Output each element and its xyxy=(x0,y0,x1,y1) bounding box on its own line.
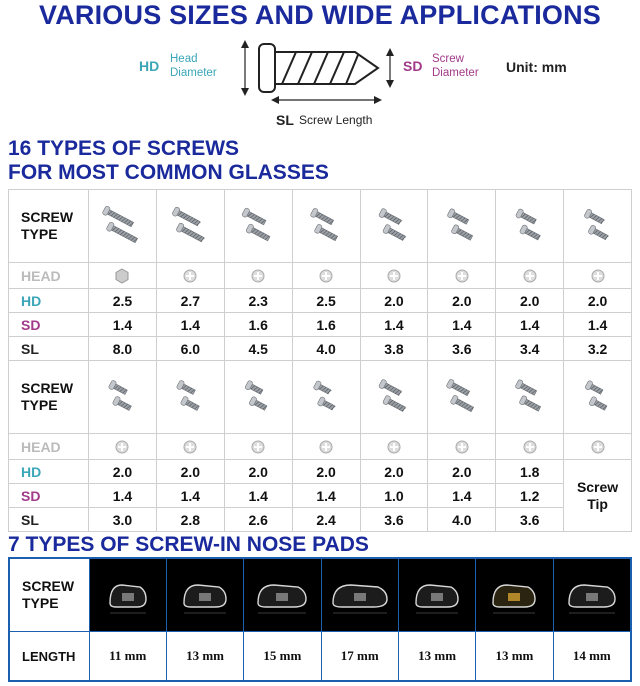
hd-value: 2.3 xyxy=(224,289,292,313)
hd-label: HD xyxy=(9,460,89,484)
screw-photo xyxy=(156,190,224,263)
sl-value: 3.4 xyxy=(496,337,564,361)
sd-value: 1.4 xyxy=(156,313,224,337)
sl-row xyxy=(9,508,632,532)
nose-pad-photo xyxy=(476,558,553,632)
sd-value: 1.6 xyxy=(292,313,360,337)
sd-row xyxy=(9,484,632,508)
screw-photo xyxy=(224,361,292,434)
length-value: 15 mm xyxy=(244,632,321,682)
sd-label: SD xyxy=(9,484,89,508)
sl-value: 3.6 xyxy=(428,337,496,361)
sl-value: 3.6 xyxy=(496,508,564,532)
phillips-head-icon xyxy=(224,263,292,289)
screw-photo xyxy=(428,190,496,263)
screw-photo xyxy=(360,190,428,263)
section-title-screws: 16 TYPES OF SCREWS FOR MOST COMMON GLASSES xyxy=(8,137,329,184)
phillips-head-icon xyxy=(360,434,428,460)
screw-photo xyxy=(564,361,632,434)
phillips-head-icon xyxy=(496,263,564,289)
hd-value: 2.0 xyxy=(564,289,632,313)
sl-row xyxy=(9,337,632,361)
sl-value: 4.5 xyxy=(224,337,292,361)
sl-value: 3.0 xyxy=(89,508,157,532)
sd-abbr: SD xyxy=(403,58,423,74)
nose-pad-image-row xyxy=(9,558,631,632)
length-value: 17 mm xyxy=(321,632,398,682)
screw-image-row xyxy=(9,190,632,263)
sd-value: 1.2 xyxy=(496,484,564,508)
sd-row xyxy=(9,313,632,337)
phillips-head-icon xyxy=(292,263,360,289)
hd-value: 2.7 xyxy=(156,289,224,313)
hd-value: 2.0 xyxy=(428,460,496,484)
nose-pad-photo xyxy=(166,558,243,632)
nose-pad-photo xyxy=(553,558,631,632)
screw-type-label: SCREW TYPE xyxy=(9,558,89,632)
length-value: 13 mm xyxy=(398,632,475,682)
head-row xyxy=(9,263,632,289)
sl-label: SL xyxy=(9,508,89,532)
hd-value: 2.0 xyxy=(360,289,428,313)
head-row xyxy=(9,434,632,460)
nose-pad-photo xyxy=(321,558,398,632)
screw-tip-label: Screw Tip xyxy=(564,460,632,532)
hd-value: 1.8 xyxy=(496,460,564,484)
hd-value: 2.0 xyxy=(428,289,496,313)
sd-label: SD xyxy=(9,313,89,337)
hd-row xyxy=(9,289,632,313)
screw-photo xyxy=(496,190,564,263)
sl-abbr: SL xyxy=(276,112,294,128)
screw-photo xyxy=(496,361,564,434)
phillips-head-icon xyxy=(224,434,292,460)
nose-pad-table xyxy=(8,557,632,682)
hd-value: 2.0 xyxy=(89,460,157,484)
head-label: HEAD xyxy=(9,263,89,289)
sd-value: 1.0 xyxy=(360,484,428,508)
length-value: 13 mm xyxy=(166,632,243,682)
phillips-head-icon xyxy=(428,263,496,289)
sd-value: 1.4 xyxy=(224,484,292,508)
phillips-head-icon xyxy=(564,434,632,460)
screw-photo xyxy=(564,190,632,263)
screw-photo xyxy=(156,361,224,434)
screw-photo xyxy=(89,190,157,263)
sd-value: 1.4 xyxy=(156,484,224,508)
hd-value: 2.0 xyxy=(292,460,360,484)
sd-value: 1.4 xyxy=(292,484,360,508)
phillips-head-icon xyxy=(564,263,632,289)
screw-table xyxy=(8,189,632,532)
sl-value: 2.4 xyxy=(292,508,360,532)
hd-abbr: HD xyxy=(139,58,160,74)
sd-value: 1.4 xyxy=(428,484,496,508)
hd-description: Head Diameter xyxy=(170,53,217,79)
screw-photo xyxy=(428,361,496,434)
nose-pad-photo xyxy=(398,558,475,632)
length-value: 13 mm xyxy=(476,632,553,682)
sl-value: 3.8 xyxy=(360,337,428,361)
phillips-head-icon xyxy=(428,434,496,460)
sl-value: 4.0 xyxy=(428,508,496,532)
sd-description: Screw Diameter xyxy=(432,53,479,79)
unit-label: Unit: mm xyxy=(506,59,567,75)
screw-image-row xyxy=(9,361,632,434)
length-label: LENGTH xyxy=(9,632,89,682)
nose-pad-photo xyxy=(244,558,321,632)
phillips-head-icon xyxy=(156,263,224,289)
page-title: VARIOUS SIZES AND WIDE APPLICATIONS xyxy=(38,0,602,30)
sl-value: 3.6 xyxy=(360,508,428,532)
phillips-head-icon xyxy=(360,263,428,289)
sl-description: Screw Length xyxy=(299,113,373,127)
hd-label: HD xyxy=(9,289,89,313)
sl-label: SL xyxy=(9,337,89,361)
sd-value: 1.4 xyxy=(89,313,157,337)
sl-value: 4.0 xyxy=(292,337,360,361)
hd-value: 2.0 xyxy=(496,289,564,313)
section-title-nose-pads: 7 TYPES OF SCREW-IN NOSE PADS xyxy=(8,533,369,556)
sd-value: 1.4 xyxy=(89,484,157,508)
hd-value: 2.0 xyxy=(156,460,224,484)
head-label: HEAD xyxy=(9,434,89,460)
hd-value: 2.0 xyxy=(360,460,428,484)
sd-value: 1.4 xyxy=(428,313,496,337)
sl-value: 3.2 xyxy=(564,337,632,361)
screw-type-label: SCREW TYPE xyxy=(9,190,89,263)
screw-photo xyxy=(292,190,360,263)
screw-photo xyxy=(292,361,360,434)
sl-value: 6.0 xyxy=(156,337,224,361)
hd-value: 2.5 xyxy=(292,289,360,313)
sl-value: 8.0 xyxy=(89,337,157,361)
hd-value: 2.0 xyxy=(224,460,292,484)
screw-photo xyxy=(89,361,157,434)
hd-value: 2.5 xyxy=(89,289,157,313)
screw-photo xyxy=(360,361,428,434)
sl-value: 2.6 xyxy=(224,508,292,532)
hd-row xyxy=(9,460,632,484)
phillips-head-icon xyxy=(292,434,360,460)
sd-value: 1.4 xyxy=(496,313,564,337)
length-value: 14 mm xyxy=(553,632,631,682)
phillips-head-icon xyxy=(496,434,564,460)
phillips-head-icon xyxy=(156,434,224,460)
length-value: 11 mm xyxy=(89,632,166,682)
sd-value: 1.6 xyxy=(224,313,292,337)
length-row xyxy=(9,632,631,682)
sd-value: 1.4 xyxy=(360,313,428,337)
sd-value: 1.4 xyxy=(564,313,632,337)
nose-pad-photo xyxy=(89,558,166,632)
screw-photo xyxy=(224,190,292,263)
screw-type-label: SCREW TYPE xyxy=(9,361,89,434)
phillips-head-icon xyxy=(89,434,157,460)
hex-head-icon xyxy=(89,263,157,289)
sl-value: 2.8 xyxy=(156,508,224,532)
